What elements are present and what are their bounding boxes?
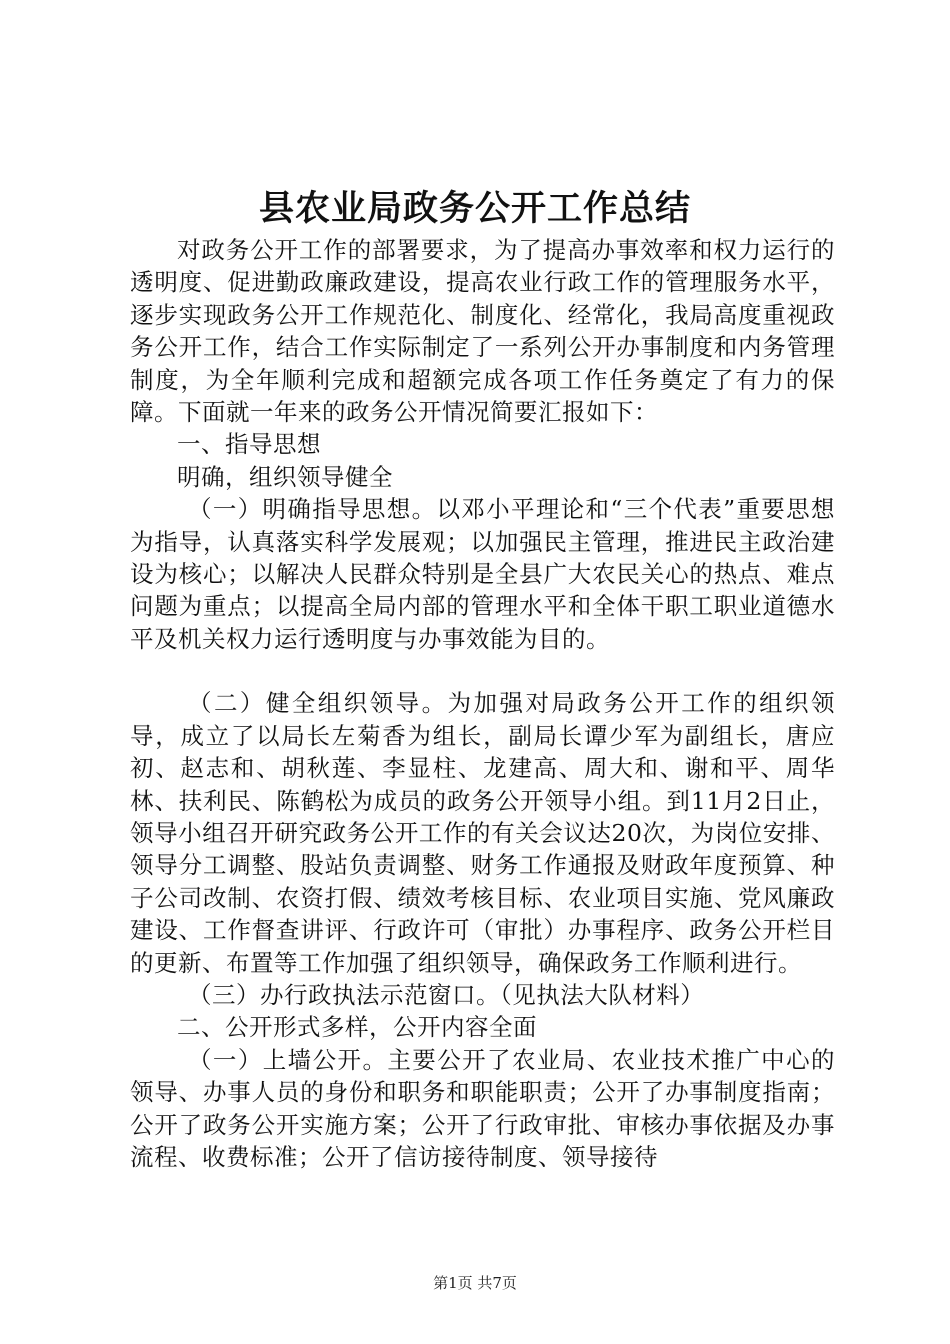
document-title: 县农业局政务公开工作总结: [258, 188, 691, 229]
paragraph-enforcement-window: （三）办行政执法示范窗口。（见执法大队材料）: [188, 980, 705, 1009]
paragraph-organization: （二）健全组织领导。为加强对局政务公开工作的组织领导，成立了以局长左菊香为组长，副局长谭少军为副组长，唐应初、赵志和、胡秋莲、李显柱、龙建高、周大和、谢和平、周华林、扶利民、陈鹤松为成员的政务公开领导小组。到11月2日止，领导小组召开研究政务公开工作的有关会议达20次，为岗位安排、领导分工调整、股站负责调整、财务工作通报及财政年度预算、种子公司改制、农资打假、绩效考核目标、农业项目实施、党风廉政建设、工作督查讲评、行政许可（审批）办事程序、政务公开栏目的更新、布置等工作加强了组织领导，确保政务工作顺利进行。: [130, 689, 835, 977]
document-body: [130, 234, 835, 1173]
page-footer: 第1页 共7页: [433, 1274, 517, 1292]
section-subheading: 明确，组织领导健全: [177, 462, 393, 491]
intro-paragraph: 对政务公开工作的部署要求，为了提高办事效率和权力运行的透明度、促进勤政廉政建设，提高农业行政工作的管理服务水平，逐步实现政务公开工作规范化、制度化、经常化，我局高度重视政务公开工作，结合工作实际制定了一系列公开办事制度和内务管理制度，为全年顺利完成和超额完成各项工作任务奠定了有力的保障。下面就一年来的政务公开情况简要汇报如下：: [130, 236, 835, 427]
paragraph-wall-disclosure: （一）上墙公开。主要公开了农业局、农业技术推广中心的领导、办事人员的身份和职务和职能职责；公开了办事制度指南；公开了政务公开实施方案；公开了行政审批、审核办事依据及办事流程、收费标准；公开了信访接待制度、领导接待: [130, 1045, 835, 1171]
section-heading-2: 二、公开形式多样，公开内容全面: [177, 1013, 537, 1042]
paragraph-guiding-thought: （一）明确指导思想。以邓小平理论和“三个代表”重要思想为指导，认真落实科学发展观；以加强民主管理，推进民主政治建设为核心；以解决人民群众特别是全县广大农民关心的热点、难点问题为重点；以提高全局内部的管理水平和全体干职工职业道德水平及机关权力运行透明度与办事效能为目的。: [130, 495, 835, 653]
section-heading-1: 一、指导思想: [177, 430, 321, 459]
